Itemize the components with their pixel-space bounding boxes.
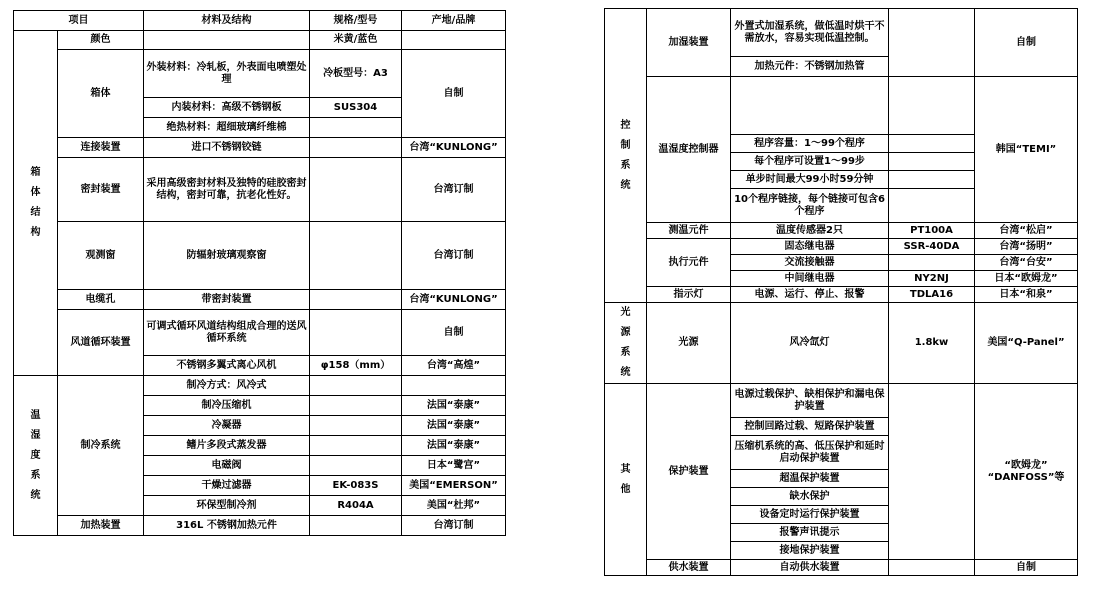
cell: EK-083S: [310, 476, 402, 496]
cell: 报警声讯提示: [731, 524, 889, 542]
cell: 加热元件：不锈钢加热管: [731, 57, 889, 77]
cell: [889, 255, 975, 271]
section-label: 控 制 系 统: [620, 119, 631, 191]
cell: 日本“鹭宫”: [402, 456, 506, 476]
cell: 每个程序可设置1～99步: [731, 153, 889, 171]
cell: 自制: [975, 9, 1078, 77]
table-row: [14, 516, 506, 536]
cell: [310, 138, 402, 158]
cell: [310, 158, 402, 222]
cell: 鳍片多段式蒸发器: [144, 436, 310, 456]
cell: [310, 516, 402, 536]
cell: 法国“泰康”: [402, 396, 506, 416]
cell: 台湾“台安”: [975, 255, 1078, 271]
cell: [144, 31, 310, 50]
table-row: [14, 222, 506, 290]
cell: 冷板型号：A3: [310, 50, 402, 98]
cell: 316L 不锈钢加热元件: [144, 516, 310, 536]
table-row: [14, 290, 506, 310]
cell: 台湾“扬明”: [975, 239, 1078, 255]
header-spec: 规格/型号: [310, 11, 402, 31]
cell: 防辐射玻璃观察窗: [144, 222, 310, 290]
cell: [310, 118, 402, 138]
protect-brand: “欧姆龙” “DANFOSS”等: [987, 459, 1065, 483]
table-row: [605, 303, 1078, 384]
table-header-row: [14, 11, 506, 31]
cell: 加湿装置: [647, 9, 731, 77]
cell: 风道循环装置: [58, 310, 144, 376]
cell: 台湾订制: [402, 516, 506, 536]
cell: 电磁阀: [144, 456, 310, 476]
cell: 台湾“KUNLONG”: [402, 290, 506, 310]
table-row: [605, 384, 1078, 418]
cell: [402, 376, 506, 396]
cell: 温度传感器2只: [731, 223, 889, 239]
cell: 测温元件: [647, 223, 731, 239]
cell: 1.8kw: [889, 303, 975, 384]
cell: [889, 171, 975, 189]
cell: 自制: [975, 560, 1078, 576]
cell: 米黄/蓝色: [310, 31, 402, 50]
cell: [889, 153, 975, 171]
cell: [975, 384, 1078, 560]
cell: 超温保护装置: [731, 470, 889, 488]
cell: 自动供水装置: [731, 560, 889, 576]
cell: 风冷氙灯: [731, 303, 889, 384]
cell: 供水装置: [647, 560, 731, 576]
section-label: 温 湿 度 系 统: [30, 409, 41, 501]
table-row: [605, 287, 1078, 303]
cell: [889, 135, 975, 153]
cell: [889, 9, 975, 77]
section-label: 其 他: [620, 463, 631, 495]
cell: 美国“Q-Panel”: [975, 303, 1078, 384]
cell: 法国“泰康”: [402, 436, 506, 456]
section-light-system: [605, 303, 647, 384]
cell: PT100A: [889, 223, 975, 239]
cell: 采用高级密封材料及独特的硅胶密封结构，密封可靠，抗老化性好。: [144, 158, 310, 222]
cell: R404A: [310, 496, 402, 516]
cell: 保护装置: [647, 384, 731, 560]
table-row: [14, 50, 506, 98]
cell: [310, 222, 402, 290]
cell: 台湾“高煌”: [402, 356, 506, 376]
section-control-system: [605, 9, 647, 303]
section-label: 光 源 系 统: [620, 307, 631, 378]
cell: φ158（mm）: [310, 356, 402, 376]
cell: 缺水保护: [731, 488, 889, 506]
cell: 绝热材料：超细玻璃纤维棉: [144, 118, 310, 138]
cell: NY2NJ: [889, 271, 975, 287]
cell: 执行元件: [647, 239, 731, 287]
cell: 带密封装置: [144, 290, 310, 310]
cell: [889, 189, 975, 223]
cell: SUS304: [310, 98, 402, 118]
cell: [310, 396, 402, 416]
section-other: [605, 384, 647, 576]
cell: 箱体: [58, 50, 144, 138]
table-row: [605, 560, 1078, 576]
cell: SSR-40DA: [889, 239, 975, 255]
section-temp-humidity: [14, 376, 58, 536]
cell: 外装材料：冷轧板，外表面电喷塑处理: [144, 50, 310, 98]
table-row: [605, 239, 1078, 255]
cell: 控制回路过载、短路保护装置: [731, 418, 889, 436]
cell: 固态继电器: [731, 239, 889, 255]
cell: 制冷压缩机: [144, 396, 310, 416]
section-box-structure: [14, 31, 58, 376]
cell: 可调式循环风道结构组成合理的送风循环系统: [144, 310, 310, 356]
cell: 内装材料：高级不锈钢板: [144, 98, 310, 118]
left-spec-table: [13, 10, 506, 536]
cell: [310, 376, 402, 396]
cell: [310, 310, 402, 356]
cell: 观测窗: [58, 222, 144, 290]
table-row: [14, 31, 506, 50]
cell: 法国“泰康”: [402, 416, 506, 436]
table-row: [14, 310, 506, 356]
table-row: [14, 376, 506, 396]
cell: 韩国“TEMI”: [975, 77, 1078, 223]
cell: 外置式加湿系统，做低温时烘干不需放水，容易实现低温控制。: [731, 9, 889, 57]
cell: 单步时间最大99小时59分钟: [731, 171, 889, 189]
cell: 连接装置: [58, 138, 144, 158]
cell: 日本“欧姆龙”: [975, 271, 1078, 287]
cell: 台湾“KUNLONG”: [402, 138, 506, 158]
cell: 压缩机系统的高、低压保护和延时启动保护装置: [731, 436, 889, 470]
cell: TDLA16: [889, 287, 975, 303]
cell: 温湿度控制器: [647, 77, 731, 223]
cell: [310, 456, 402, 476]
table-row: [14, 138, 506, 158]
cell: [889, 77, 975, 135]
header-material: 材料及结构: [144, 11, 310, 31]
cell: 光源: [647, 303, 731, 384]
table-row: [605, 77, 1078, 135]
cell: 10个程序链接，每个链接可包含6个程序: [731, 189, 889, 223]
header-item: 项目: [14, 11, 144, 31]
header-origin: 产地/品牌: [402, 11, 506, 31]
table-row: [605, 223, 1078, 239]
cell: 台湾订制: [402, 158, 506, 222]
cell: 中间继电器: [731, 271, 889, 287]
cell: 冷凝器: [144, 416, 310, 436]
cell: 接地保护装置: [731, 542, 889, 560]
cell: 环保型制冷剂: [144, 496, 310, 516]
cell: 设备定时运行保护装置: [731, 506, 889, 524]
cell: [310, 416, 402, 436]
cell: 日本“和泉”: [975, 287, 1078, 303]
cell: 加热装置: [58, 516, 144, 536]
cell: 指示灯: [647, 287, 731, 303]
cell: 自制: [402, 310, 506, 356]
table-row: [605, 9, 1078, 57]
cell: 电源过载保护、缺相保护和漏电保护装置: [731, 384, 889, 418]
cell: [889, 384, 975, 560]
cell: 电源、运行、停止、报警: [731, 287, 889, 303]
cell: 台湾“松启”: [975, 223, 1078, 239]
cell: 进口不锈钢铰链: [144, 138, 310, 158]
cell: [402, 31, 506, 50]
cell: 台湾订制: [402, 222, 506, 290]
cell: 不锈钢多翼式离心风机: [144, 356, 310, 376]
cell: 电缆孔: [58, 290, 144, 310]
cell: 美国“杜邦”: [402, 496, 506, 516]
cell: 制冷系统: [58, 376, 144, 516]
cell: [310, 290, 402, 310]
section-label: 箱 体 结 构: [30, 167, 41, 238]
cell: 交流接触器: [731, 255, 889, 271]
cell: 密封装置: [58, 158, 144, 222]
cell: [310, 436, 402, 456]
cell: [889, 560, 975, 576]
cell: 程序容量：1～99个程序: [731, 135, 889, 153]
cell: 自制: [402, 50, 506, 138]
cell: [731, 77, 889, 135]
right-spec-table: [604, 8, 1078, 576]
cell: 颜色: [58, 31, 144, 50]
cell: 干燥过滤器: [144, 476, 310, 496]
cell: 美国“EMERSON”: [402, 476, 506, 496]
table-row: [14, 158, 506, 222]
cell: 制冷方式：风冷式: [144, 376, 310, 396]
